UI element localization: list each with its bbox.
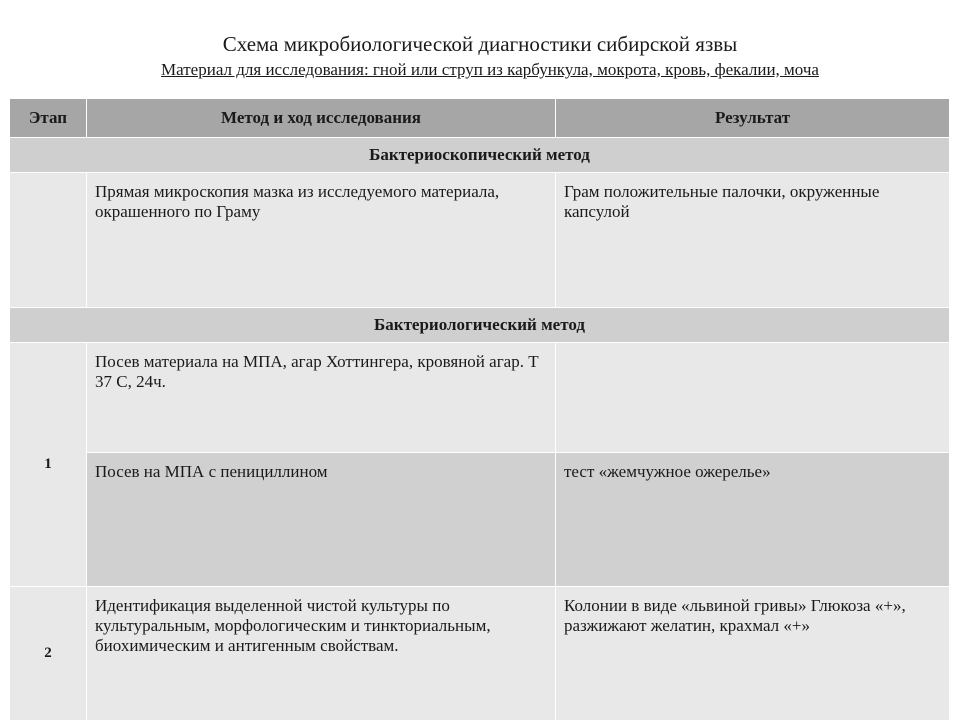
column-header-method: Метод и ход исследования [87, 99, 556, 138]
section-title-bacteriological: Бактериологический метод [10, 308, 950, 343]
method-text: Посев на МПА с пенициллином [95, 462, 328, 481]
result-cell [556, 587, 950, 721]
method-cell [87, 587, 556, 721]
method-text: Прямая микроскопия мазка из исследуемого материала, окрашенного по Граму [95, 182, 500, 221]
table-row [10, 453, 950, 587]
diagnostics-table [9, 98, 950, 721]
table-row [10, 587, 950, 721]
stage-cell: 2 [10, 587, 87, 721]
result-cell [556, 453, 950, 587]
result-text: тест «жемчужное ожерелье» [564, 462, 771, 481]
section-title-bacterioscopic: Бактериоскопический метод [10, 138, 950, 173]
method-text: Идентификация выделенной чистой культуры по культуральным, морфологическим и тинкториальным, биохимическим и антигенным свойствам. [95, 596, 491, 655]
material-subtitle: Материал для исследования: гной или струп из карбункула, мокрота, кровь, фекалии, моча [161, 60, 819, 79]
stage-cell [10, 173, 87, 308]
table-row [10, 173, 950, 308]
method-cell [87, 453, 556, 587]
method-cell [87, 173, 556, 308]
section-row-bacterioscopic [10, 138, 950, 173]
result-text: Грам положительные палочки, окруженные капсулой [564, 182, 880, 221]
result-cell [556, 343, 950, 453]
result-text [556, 343, 949, 352]
stage-cell: 1 [10, 343, 87, 587]
result-text: Колонии в виде «львиной гривы» Глюкоза «+», разжижают желатин, крахмал «+» [564, 596, 906, 635]
column-header-stage: Этап [10, 99, 87, 138]
method-cell [87, 343, 556, 453]
section-row-bacteriological [10, 308, 950, 343]
table-row [10, 343, 950, 453]
page-title: Схема микробиологической диагностики сибирской язвы [222, 32, 738, 56]
table-header-row [10, 99, 950, 138]
column-header-result: Результат [556, 99, 950, 138]
result-cell [556, 173, 950, 308]
method-text: Посев материала на МПА, агар Хоттингера, кровяной агар. Т 37 С, 24ч. [95, 352, 539, 391]
